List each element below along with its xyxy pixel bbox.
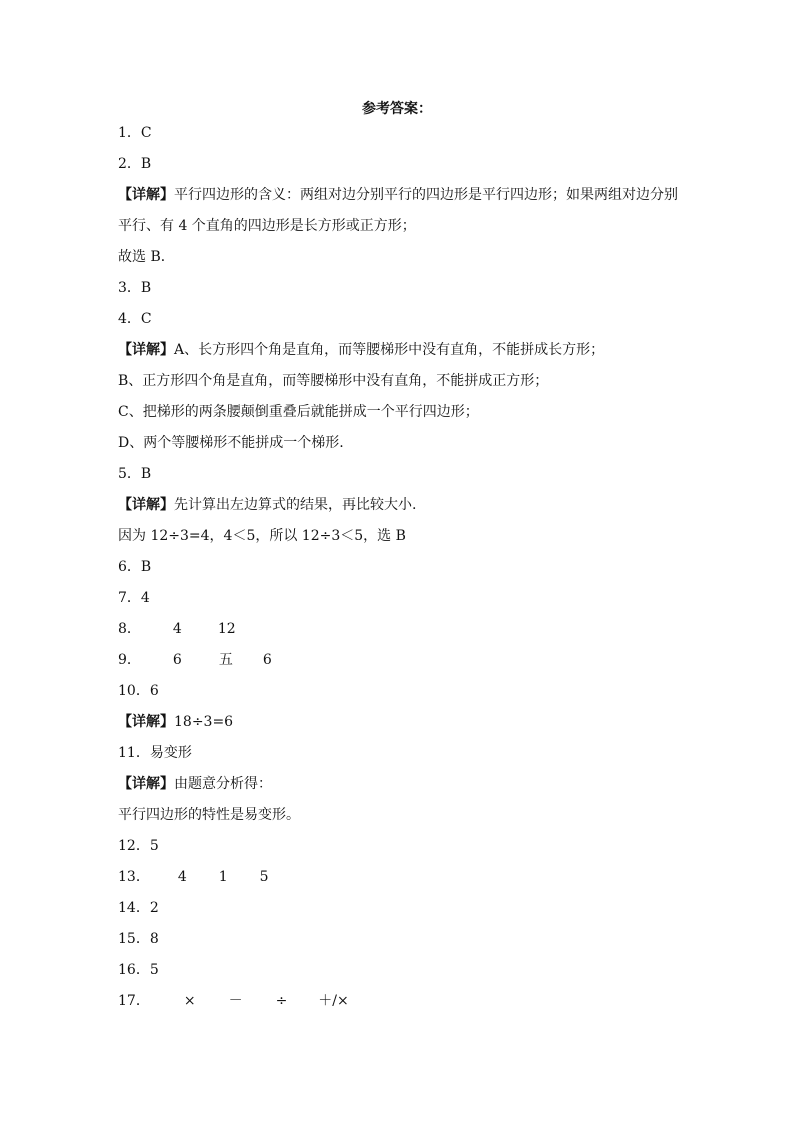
answer-4: 4．C xyxy=(118,311,152,327)
explanation-11-line-1 xyxy=(118,775,272,793)
answer-number: 8． xyxy=(118,621,141,637)
answer-number: 17． xyxy=(118,993,150,1009)
explanation-5-line-2: 因为 12÷3=4，4＜5，所以 12÷3＜5，选 B xyxy=(118,528,406,544)
explanation-2-line-3: 故选 B． xyxy=(118,249,175,265)
blank-answer: 1 xyxy=(218,869,228,885)
answer-1: 1．C xyxy=(118,125,152,141)
explanation-tag: 【详解】 xyxy=(118,187,174,203)
explanation-2-line-2: 平行、有 4 个直角的四边形是长方形或正方形； xyxy=(118,218,416,234)
answer-2: 2．B xyxy=(118,156,152,172)
explanation-tag: 【详解】 xyxy=(118,497,174,513)
explanation-4-line-2: B、正方形四个角是直角，而等腰梯形中没有直角，不能拼成正方形； xyxy=(118,373,549,389)
blank-answer: ＋/× xyxy=(318,993,349,1009)
explanation-text: 18÷3=6 xyxy=(174,714,234,730)
answer-11: 11．易变形 xyxy=(118,745,192,761)
answer-17 xyxy=(118,992,349,1010)
explanation-2-line-1 xyxy=(118,186,678,204)
explanation-4-line-1 xyxy=(118,341,604,359)
explanation-4-line-4: D、两个等腰梯形不能拼成一个梯形. xyxy=(118,435,344,451)
explanation-10 xyxy=(118,713,233,731)
answer-15: 15．8 xyxy=(118,931,159,947)
answer-9 xyxy=(118,651,272,669)
explanation-text: 平行四边形的含义：两组对边分别平行的四边形是平行四边形；如果两组对边分别 xyxy=(174,187,678,203)
explanation-4-line-3: C、把梯形的两条腰颠倒重叠后就能拼成一个平行四边形； xyxy=(118,404,479,420)
answer-12: 12．5 xyxy=(118,838,159,854)
blank-answer: 5 xyxy=(259,869,269,885)
blank-answer: ÷ xyxy=(275,993,288,1009)
answer-6: 6．B xyxy=(118,559,152,575)
answer-number: 9． xyxy=(118,652,141,668)
blank-answer: 6 xyxy=(172,652,182,668)
answer-7: 7．4 xyxy=(118,590,150,606)
explanation-tag: 【详解】 xyxy=(118,342,174,358)
explanation-11-line-2: 平行四边形的特性是易变形。 xyxy=(118,807,300,823)
blank-answer: － xyxy=(228,993,243,1009)
blank-answer: × xyxy=(183,993,196,1009)
blank-answer: 4 xyxy=(172,621,182,637)
explanation-text: 先计算出左边算式的结果，再比较大小. xyxy=(174,497,417,513)
answer-14: 14．2 xyxy=(118,900,159,916)
answer-13 xyxy=(118,868,269,886)
answer-10: 10．6 xyxy=(118,683,159,699)
answer-number: 13． xyxy=(118,869,150,885)
explanation-text: 由题意分析得： xyxy=(174,776,272,792)
explanation-tag: 【详解】 xyxy=(118,714,174,730)
answer-16: 16．5 xyxy=(118,962,159,978)
explanation-text: A、长方形四个角是直角，而等腰梯形中没有直角，不能拼成长方形； xyxy=(174,342,605,358)
blank-answer: 五 xyxy=(218,652,233,668)
blank-answer: 6 xyxy=(262,652,272,668)
blank-answer: 12 xyxy=(217,621,236,637)
explanation-5-line-1 xyxy=(118,496,416,514)
blank-answer: 4 xyxy=(177,869,187,885)
answer-3: 3．B xyxy=(118,280,152,296)
explanation-tag: 【详解】 xyxy=(118,776,174,792)
answer-8 xyxy=(118,620,236,638)
answer-5: 5．B xyxy=(118,466,152,482)
page-title: 参考答案： xyxy=(362,101,432,117)
